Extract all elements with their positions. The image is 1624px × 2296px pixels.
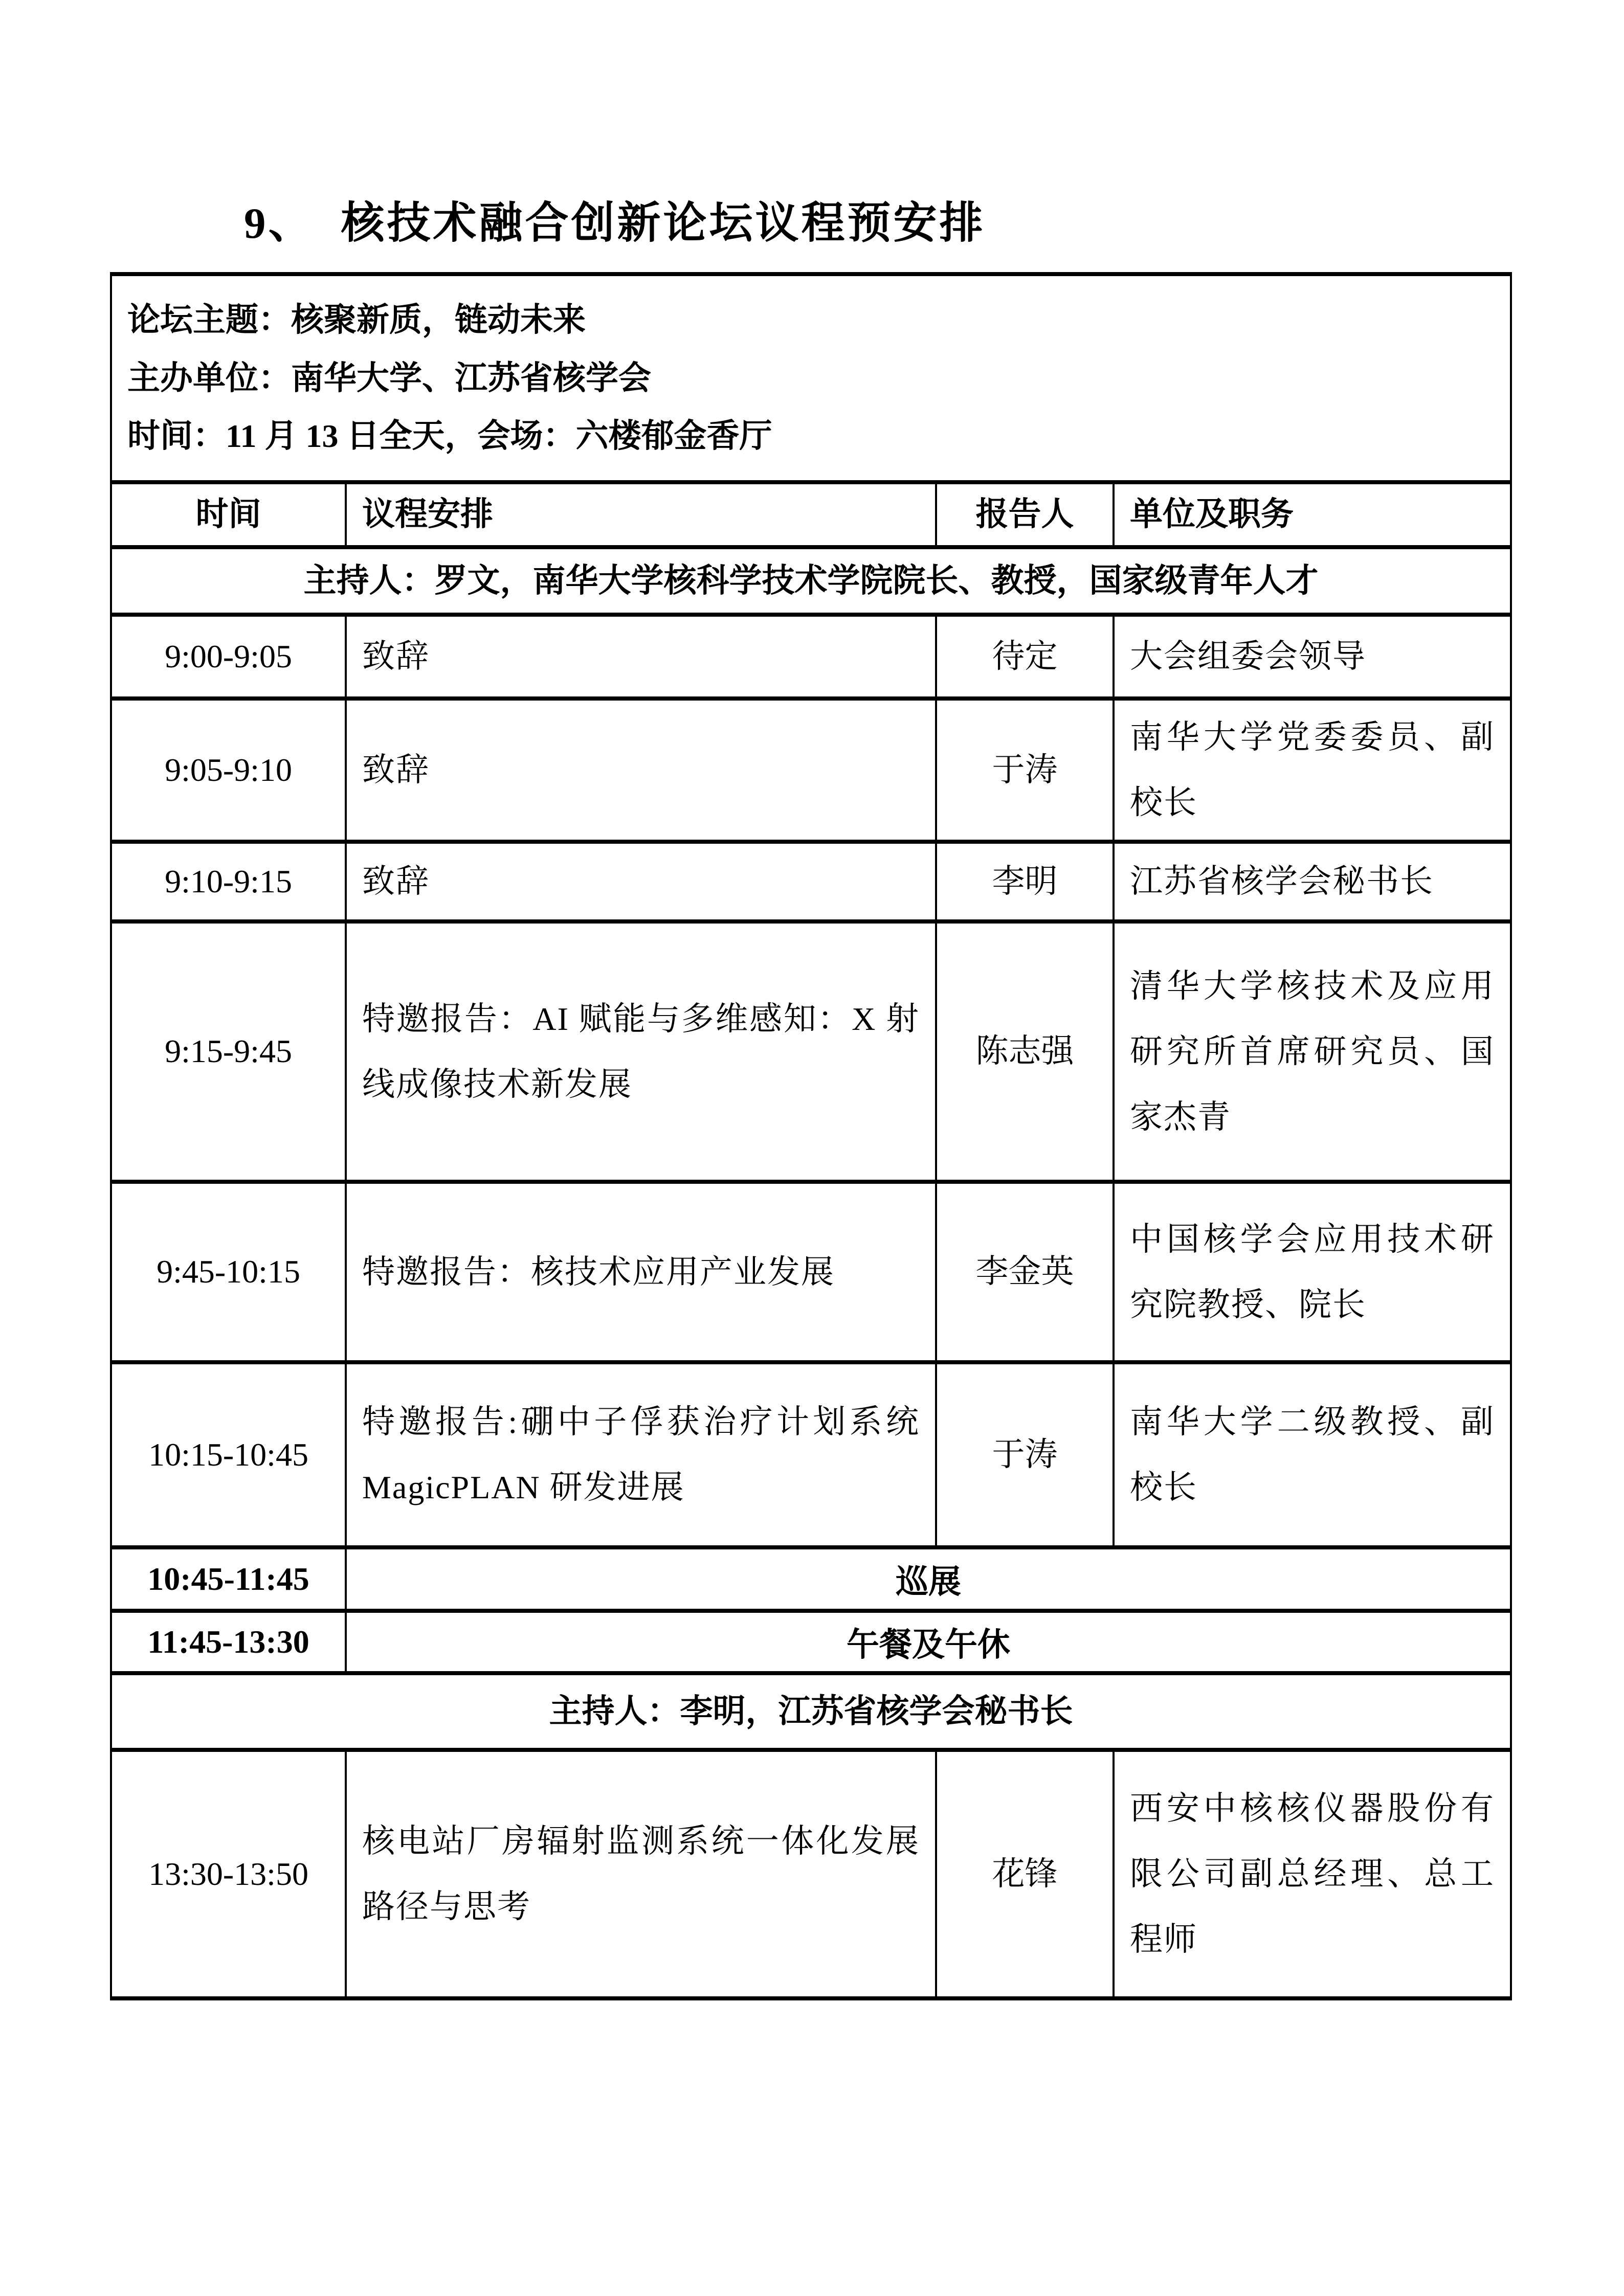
time-cell: 9:10-9:15	[111, 842, 346, 921]
break-row-lunch	[111, 1611, 1511, 1673]
time-cell: 9:15-9:45	[111, 921, 346, 1182]
unit-cell: 清华大学核技术及应用研究所首席研究员、国家杰青	[1114, 921, 1511, 1182]
doc-title-text: 核技术融合创新论坛议程预安排	[341, 199, 986, 247]
unit-cell: 南华大学党委委员、副校长	[1114, 699, 1511, 842]
info-line-theme: 论坛主题：核聚新质，链动未来	[127, 301, 586, 338]
col-header-agenda: 议程安排	[346, 482, 936, 547]
moderator-1-text: 主持人：罗文，南华大学核科学技术学院院长、教授，国家级青年人才	[111, 547, 1511, 615]
break-row-exhibition	[111, 1547, 1511, 1611]
info-line-organizer: 主办单位：南华大学、江苏省核学会	[127, 359, 651, 396]
agenda-cell: 致辞	[346, 699, 936, 842]
time-cell: 13:30-13:50	[111, 1750, 346, 1998]
agenda-cell: 核电站厂房辐射监测系统一体化发展路径与思考	[346, 1750, 936, 1998]
time-cell: 10:15-10:45	[111, 1362, 346, 1547]
agenda-cell: 特邀报告：核技术应用产业发展	[346, 1182, 936, 1362]
time-cell: 11:45-13:30	[111, 1611, 346, 1673]
agenda-row	[111, 921, 1511, 1182]
doc-title	[244, 188, 1510, 251]
presenter-cell: 李金英	[936, 1182, 1114, 1362]
presenter-cell: 陈志强	[936, 921, 1114, 1182]
agenda-row	[111, 1362, 1511, 1547]
break-label: 巡展	[346, 1547, 1511, 1611]
unit-cell: 江苏省核学会秘书长	[1114, 842, 1511, 921]
moderator-row-1	[111, 547, 1511, 615]
break-label: 午餐及午休	[346, 1611, 1511, 1673]
unit-cell: 大会组委会领导	[1114, 615, 1511, 699]
unit-cell: 南华大学二级教授、副校长	[1114, 1362, 1511, 1547]
unit-cell: 中国核学会应用技术研究院教授、院长	[1114, 1182, 1511, 1362]
agenda-row	[111, 1182, 1511, 1362]
agenda-row	[111, 1750, 1511, 1998]
moderator-2-text: 主持人：李明，江苏省核学会秘书长	[111, 1673, 1511, 1750]
time-cell: 9:05-9:10	[111, 699, 346, 842]
unit-cell: 西安中核核仪器股份有限公司副总经理、总工程师	[1114, 1750, 1511, 1998]
info-line-time-venue: 时间：11 月 13 日全天，会场：六楼郁金香厅	[127, 418, 772, 455]
agenda-cell: 特邀报告：AI 赋能与多维感知：X 射线成像技术新发展	[346, 921, 936, 1182]
agenda-cell: 致辞	[346, 842, 936, 921]
agenda-table	[110, 272, 1512, 2000]
agenda-cell: 致辞	[346, 615, 936, 699]
time-cell: 9:45-10:15	[111, 1182, 346, 1362]
presenter-cell: 花锋	[936, 1750, 1114, 1998]
moderator-row-2	[111, 1673, 1511, 1750]
forum-info-row	[111, 274, 1511, 482]
agenda-row	[111, 842, 1511, 921]
time-cell: 10:45-11:45	[111, 1547, 346, 1611]
presenter-cell: 于涛	[936, 699, 1114, 842]
agenda-row	[111, 699, 1511, 842]
agenda-cell: 特邀报告:硼中子俘获治疗计划系统 MagicPLAN 研发进展	[346, 1362, 936, 1547]
time-cell: 9:00-9:05	[111, 615, 346, 699]
doc-title-number: 9、	[244, 199, 315, 247]
presenter-cell: 待定	[936, 615, 1114, 699]
forum-info-cell	[111, 274, 1511, 482]
table-header-row	[111, 482, 1511, 547]
col-header-time: 时间	[111, 482, 346, 547]
col-header-presenter: 报告人	[936, 482, 1114, 547]
presenter-cell: 于涛	[936, 1362, 1114, 1547]
col-header-unit: 单位及职务	[1114, 482, 1511, 547]
agenda-row	[111, 615, 1511, 699]
presenter-cell: 李明	[936, 842, 1114, 921]
